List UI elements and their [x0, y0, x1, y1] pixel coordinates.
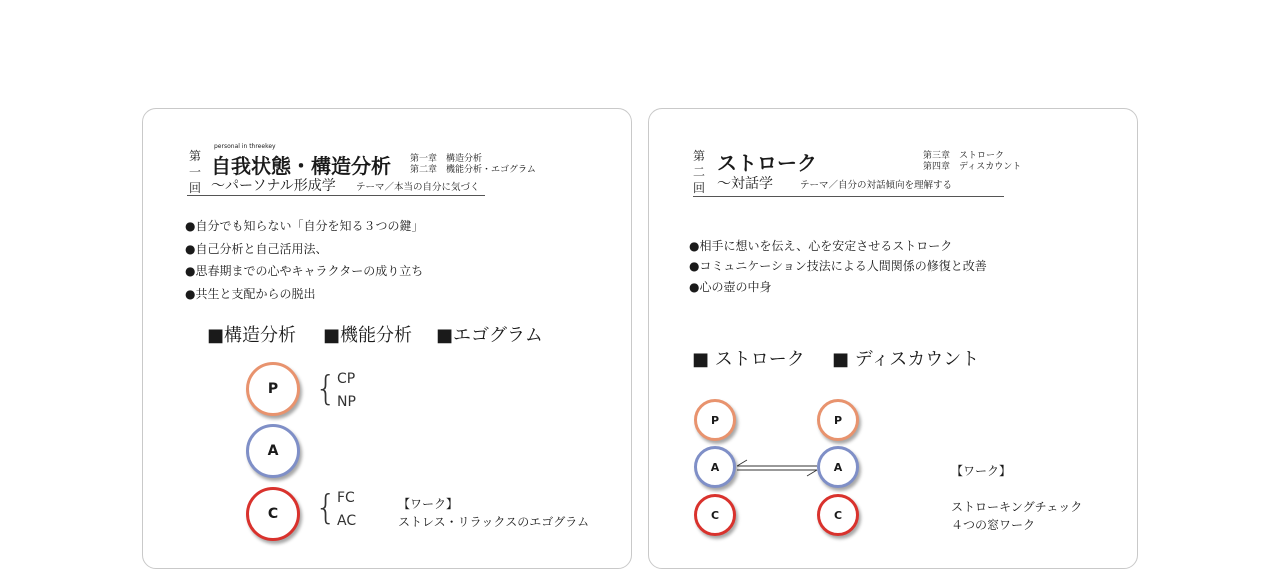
section-egogram: ■エゴグラム — [436, 325, 543, 346]
chapter-line: 第三章 ストローク — [923, 151, 1005, 161]
vertical-char: 一 — [188, 165, 201, 179]
left-child-circle: C — [694, 494, 736, 536]
session-number-vertical — [692, 148, 706, 196]
session-subtitle: ～パーソナル形成学 — [211, 178, 336, 194]
work-title: 【ワーク】 — [951, 464, 1012, 478]
vertical-char: 第 — [188, 149, 201, 163]
vertical-char: 回 — [692, 181, 705, 195]
parent-split — [337, 368, 356, 414]
bullet-item: ● コミュニケーション技法による人間関係の修復と改善 — [689, 257, 987, 277]
brace-child: { — [315, 488, 337, 528]
session-theme: テーマ／自分の対話傾向を理解する — [800, 180, 953, 191]
session-2-card — [648, 108, 1138, 569]
bullet-item: ● 思春期までの心やキャラクターの成り立ち — [185, 262, 424, 285]
section-stroke: ■ ストローク — [692, 349, 805, 370]
ego-label-np: NP — [337, 394, 356, 410]
chapter-line: 第四章 ディスカウント — [923, 162, 1022, 172]
chapter-line: 第一章 構造分析 — [410, 154, 483, 164]
vertical-char: 回 — [188, 181, 201, 195]
ego-label-fc: FC — [337, 490, 355, 506]
transaction-arrows — [735, 457, 819, 481]
left-adult-circle: A — [694, 446, 736, 488]
ego-label-ac: AC — [337, 513, 357, 529]
section-discount: ■ ディスカウント — [832, 349, 980, 370]
title-underline — [187, 195, 485, 196]
chapter-line: 第二章 機能分析・エゴグラム — [410, 165, 536, 175]
bullet-list — [185, 217, 424, 307]
session-title: ストローク — [717, 151, 817, 175]
bullet-item: ● 自分でも知らない「自分を知る３つの鍵」 — [185, 217, 424, 240]
bullet-item: ● 相手に想いを伝え、心を安定させるストローク — [689, 237, 987, 257]
work-block — [951, 462, 1082, 534]
parent-circle: P — [246, 362, 300, 416]
left-parent-circle: P — [694, 399, 736, 441]
vertical-char: 第 — [692, 149, 705, 163]
chapter-list — [410, 154, 536, 176]
title-underline — [693, 196, 1004, 197]
bullet-item: ● 自己分析と自己活用法、 — [185, 240, 424, 263]
stroke-arrowhead — [737, 460, 747, 466]
section-function: ■機能分析 — [323, 325, 413, 346]
bullet-item: ● 共生と支配からの脱出 — [185, 285, 424, 308]
work-item: ストローキングチェック — [951, 500, 1083, 514]
vertical-char: 二 — [692, 165, 705, 179]
adult-circle: A — [246, 424, 300, 478]
work-block — [398, 495, 589, 531]
session-theme: テーマ／本当の自分に気づく — [356, 182, 480, 193]
session-number-vertical — [188, 148, 202, 196]
session-title: 自我状態・構造分析 — [211, 154, 391, 178]
work-item: ストレス・リラックスのエゴグラム — [398, 515, 590, 529]
session-1-card — [142, 108, 632, 569]
child-split — [337, 487, 356, 533]
bullet-list — [689, 237, 987, 298]
right-parent-circle: P — [817, 399, 859, 441]
tagline: personal in threekey — [214, 143, 276, 150]
right-adult-circle: A — [817, 446, 859, 488]
session-subtitle: ～対話学 — [717, 176, 773, 192]
stroke-arrowhead — [807, 470, 817, 476]
brace-parent: { — [315, 369, 337, 409]
work-title: 【ワーク】 — [398, 497, 459, 511]
right-child-circle: C — [817, 494, 859, 536]
work-item: ４つの窓ワーク — [951, 518, 1036, 532]
work-spacer — [951, 480, 1082, 498]
bullet-item: ● 心の壺の中身 — [689, 278, 987, 298]
child-circle: C — [246, 487, 300, 541]
ego-label-cp: CP — [337, 371, 356, 387]
section-structure: ■構造分析 — [207, 325, 297, 346]
chapter-list — [923, 151, 1021, 173]
